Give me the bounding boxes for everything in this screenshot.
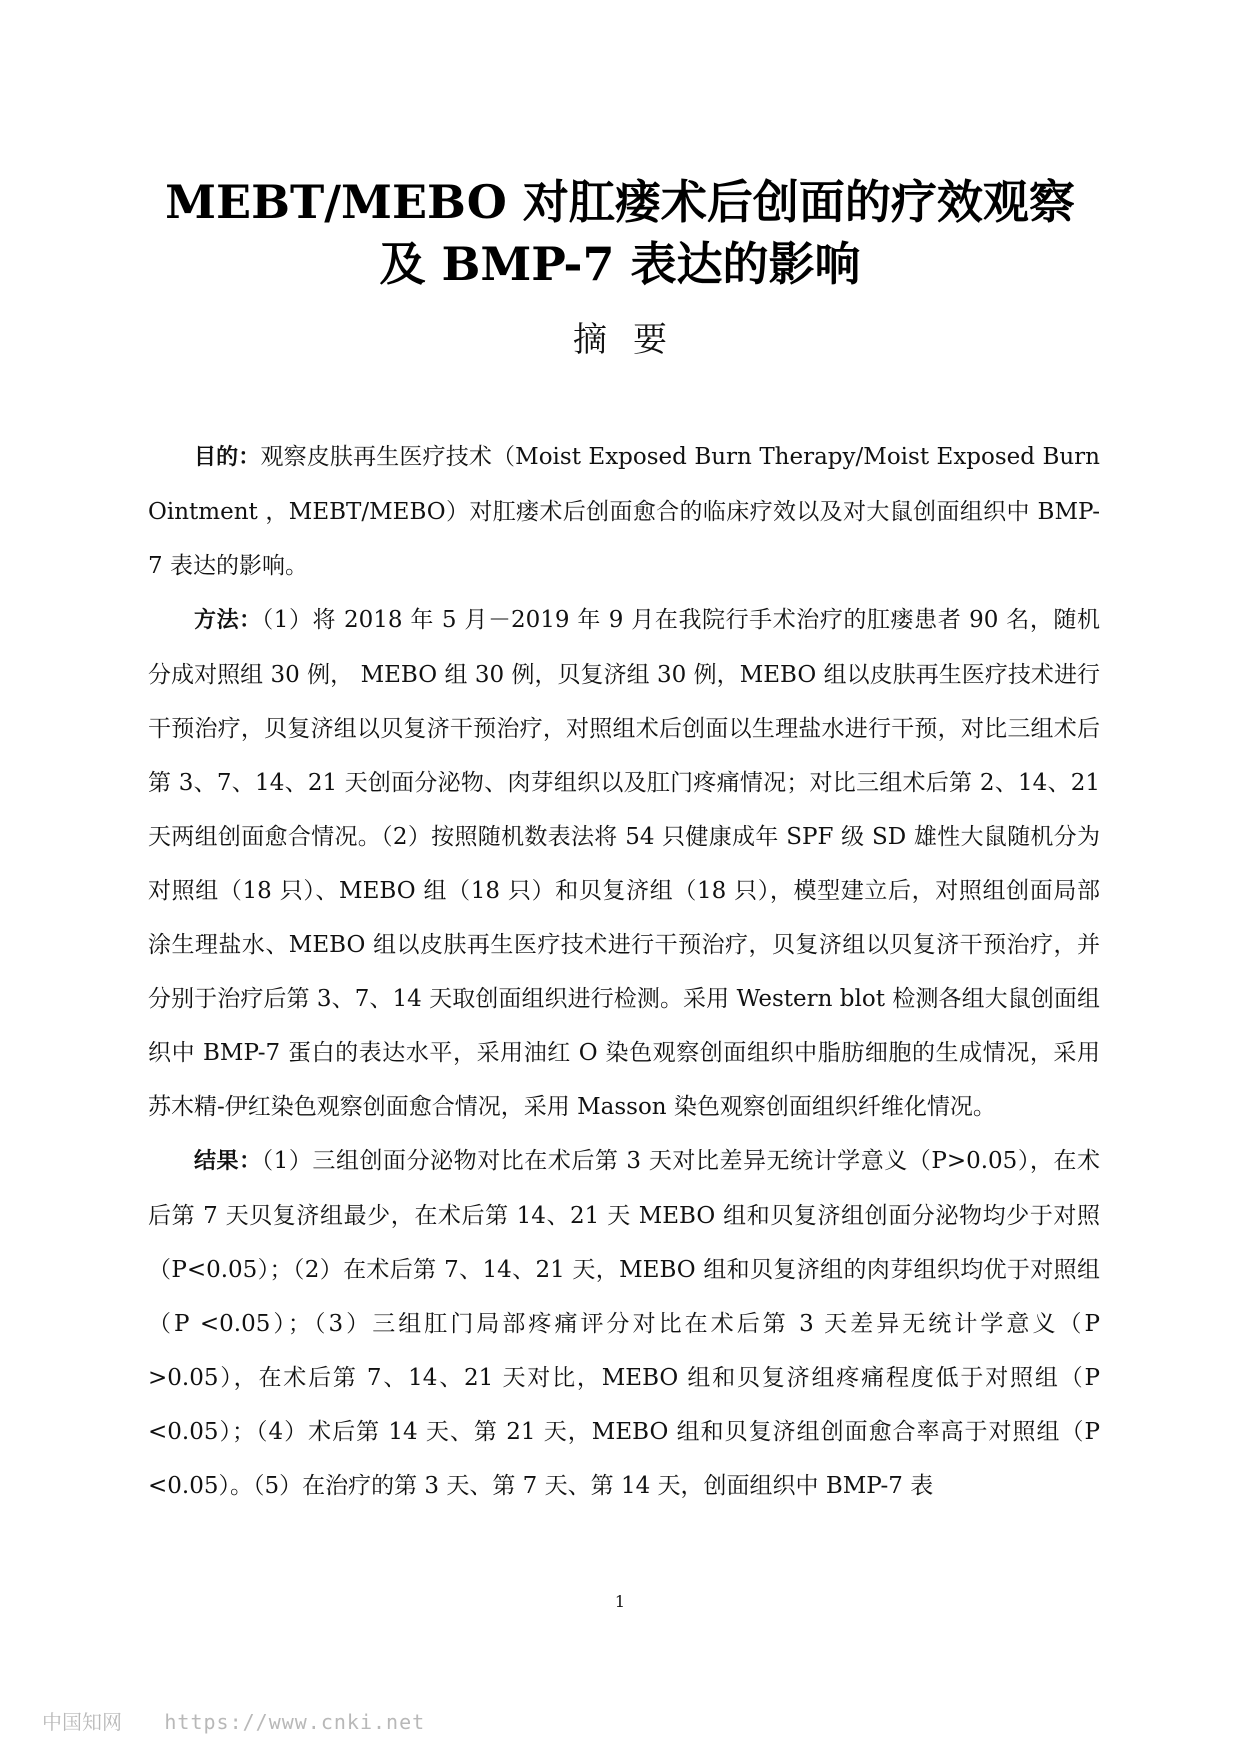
objective-label: 目的： xyxy=(194,445,261,470)
objective-paragraph xyxy=(148,430,1100,593)
source-watermark xyxy=(42,1710,425,1734)
abstract-heading: 摘要 xyxy=(573,320,693,360)
watermark-brand: 中国知网 xyxy=(42,1710,122,1734)
paper-title-line-2: 及 BMP-7 表达的影响 xyxy=(379,236,861,291)
paper-title xyxy=(120,171,1120,295)
watermark-url: https://www.cnki.net xyxy=(164,1710,426,1734)
methods-text: （1）将 2018 年 5 月－2019 年 9 月在我院行手术治疗的肛瘘患者 90 名，随机分成对照组 30 例， MEBO 组 30 例，贝复济组 30 例，MEBO 组以皮肤再生医疗技术进行干预治疗，贝复济组以贝复济干预治疗，对照组术后创面以生理盐水进行干预，对比三组术后第 3、7、14、21 天创面分泌物、肉芽组织以及肛门疼痛情况；对比三组术后第 2、14、21 天两组创面愈合情况。（2）按照随机数表法将 54 只健康成年 SPF 级 SD 雄性大鼠随机分为对照组（18 只）、MEBO 组（18 只）和贝复济组（18 只），模型建立后，对照组创面局部涂生理盐水、MEBO 组以皮肤再生医疗技术进行干预治疗，贝复济组以贝复济干预治疗，并分别于治疗后第 3、7、14 天取创面组织进行检测。采用 Western blot 检测各组大鼠创面组织中 BMP-7 蛋白的表达水平，采用油红 O 染色观察创面组织中脂肪细胞的生成情况，采用苏木精-伊红染色观察创面愈合情况，采用 Masson 染色观察创面组织纤维化情况。 xyxy=(148,607,1100,1120)
methods-label: 方法： xyxy=(194,608,262,633)
results-text: （1）三组创面分泌物对比在术后第 3 天对比差异无统计学意义（P>0.05），在术后第 7 天贝复济组最少，在术后第 14、21 天 MEBO 组和贝复济组创面分泌物均少于对照（P<0.05）；（2）在术后第 7、14、21 天，MEBO 组和贝复济组的肉芽组织均优于对照组（P <0.05）；（3）三组肛门局部疼痛评分对比在术后第 3 天差异无统计学意义（P >0.05），在术后第 7、14、21 天对比，MEBO 组和贝复济组疼痛程度低于对照组（P <0.05）；（4）术后第 14 天、第 21 天，MEBO 组和贝复济组创面愈合率高于对照组（P <0.05）。（5）在治疗的第 3 天、第 7 天、第 14 天，创面组织中 BMP-7 表 xyxy=(148,1148,1100,1499)
abstract-body xyxy=(148,430,1100,1513)
results-paragraph xyxy=(148,1134,1100,1513)
paper-title-line-1: MEBT/MEBO 对肛瘘术后创面的疗效观察 xyxy=(165,174,1075,229)
objective-text: 观察皮肤再生医疗技术（Moist Exposed Burn Therapy/Moist Exposed Burn Ointment ，MEBT/MEBO）对肛瘘术后创面愈合的临床疗效以及对大鼠创面组织中 BMP-7 表达的影响。 xyxy=(148,444,1100,579)
methods-paragraph xyxy=(148,593,1100,1134)
page-number: 1 xyxy=(614,1592,626,1611)
results-label: 结果： xyxy=(194,1149,262,1174)
